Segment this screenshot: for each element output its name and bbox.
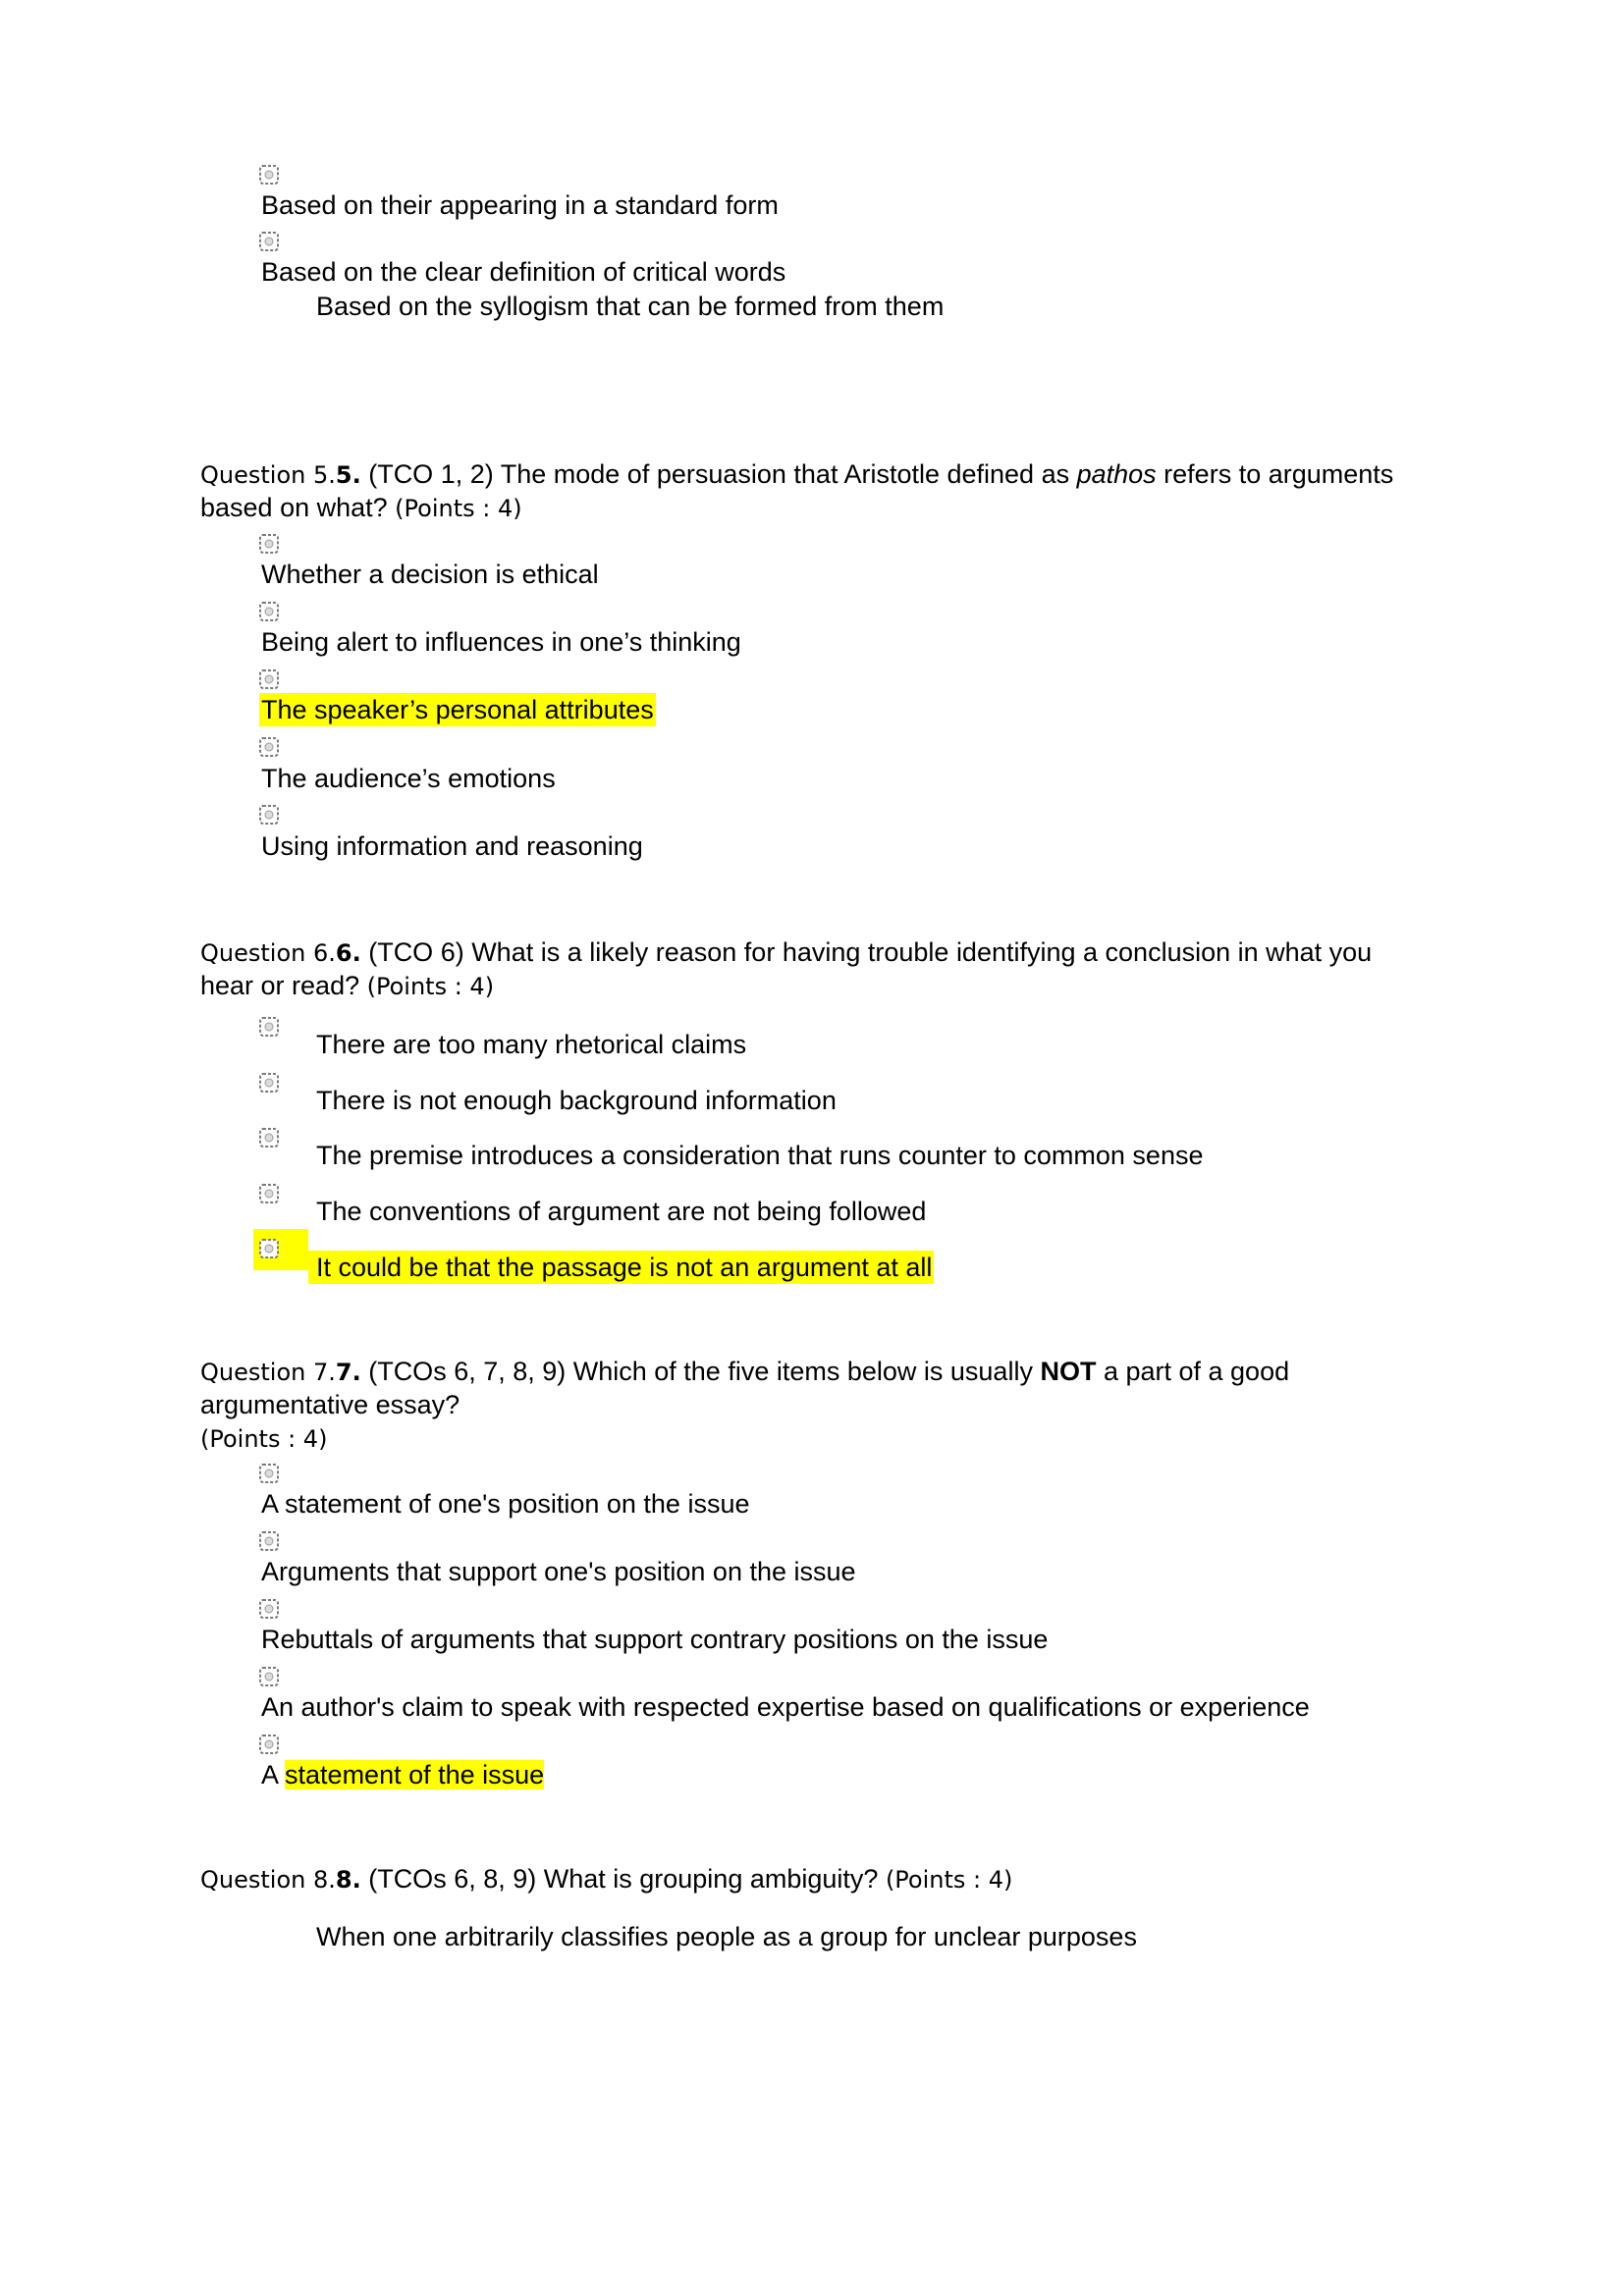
radio-icon[interactable] <box>257 1237 281 1260</box>
q6-option-4: The conventions of argument are not being followed <box>316 1197 927 1226</box>
q6-heading: Question 6.6. (TCO 6) What is a likely reason for having trouble identifying a conclusion in what you <box>200 937 1373 967</box>
radio-icon[interactable] <box>257 163 281 187</box>
q6-option-2: There is not enough background information <box>316 1086 837 1115</box>
q5-option-2: Being alert to influences in one’s thinking <box>261 627 741 657</box>
q7-option-5-highlight: statement of the issue <box>285 1760 545 1789</box>
radio-icon[interactable] <box>257 1597 281 1621</box>
q5-heading: Question 5.5. (TCO 1, 2) The mode of persuasion that Aristotle defined as pathos refers to arguments <box>200 459 1394 489</box>
q6-option-1: There are too many rhetorical claims <box>316 1030 747 1059</box>
q8-label: Question 8.8. <box>200 1866 361 1894</box>
radio-icon[interactable] <box>257 1071 281 1095</box>
q5-label: Question 5.5. <box>200 461 361 489</box>
radio-icon[interactable] <box>257 1665 281 1688</box>
q7-option-1: A statement of one's position on the issue <box>261 1489 750 1519</box>
radio-icon[interactable] <box>257 735 281 759</box>
q8-points: (Points : 4) <box>885 1866 1013 1894</box>
q5-heading-line2: based on what? (Points : 4) <box>200 493 522 522</box>
q8-heading: Question 8.8. (TCOs 6, 8, 9) What is grouping ambiguity? (Points : 4) <box>200 1864 1013 1894</box>
q5-option-4: The audience’s emotions <box>261 764 556 793</box>
radio-icon[interactable] <box>257 1015 281 1039</box>
q4-option-3: Based on the syllogism that can be formed from them <box>316 292 945 321</box>
radio-icon[interactable] <box>257 667 281 691</box>
q4-option-2: Based on the clear definition of critical words <box>261 257 786 287</box>
q7-points: (Points : 4) <box>200 1425 328 1453</box>
q6-heading-line2: hear or read? (Points : 4) <box>200 971 495 1000</box>
q5-option-3-highlighted: The speaker’s personal attributes <box>261 695 654 724</box>
radio-icon[interactable] <box>257 1182 281 1205</box>
q7-label: Question 7.7. <box>200 1359 361 1386</box>
radio-icon[interactable] <box>257 600 281 623</box>
radio-icon[interactable] <box>257 803 281 827</box>
q7-option-4: An author's claim to speak with respected expertise based on qualifications or experience <box>261 1692 1310 1722</box>
radio-icon[interactable] <box>257 532 281 556</box>
q5-points: (Points : 4) <box>395 495 522 522</box>
radio-icon[interactable] <box>257 1126 281 1149</box>
q8-option-1: When one arbitrarily classifies people as a group for unclear purposes <box>316 1922 1137 1951</box>
q7-option-3: Rebuttals of arguments that support contrary positions on the issue <box>261 1625 1049 1654</box>
q6-option-5-highlighted: It could be that the passage is not an argument at all <box>308 1251 934 1284</box>
q6-label: Question 6.6. <box>200 939 361 967</box>
radio-icon[interactable] <box>257 230 281 253</box>
q7-option-5: A statement of the issue <box>261 1760 545 1789</box>
q5-option-5: Using information and reasoning <box>261 831 643 861</box>
radio-icon[interactable] <box>257 1733 281 1756</box>
q5-option-1: Whether a decision is ethical <box>261 560 599 589</box>
q6-option-3: The premise introduces a consideration that runs counter to common sense <box>316 1141 1204 1170</box>
q7-heading-line2: argumentative essay? <box>200 1390 460 1419</box>
q7-option-2: Arguments that support one's position on the issue <box>261 1557 856 1586</box>
q4-option-1: Based on their appearing in a standard form <box>261 190 779 220</box>
q7-heading: Question 7.7. (TCOs 6, 7, 8, 9) Which of the five items below is usually NOT a part of a good <box>200 1357 1290 1386</box>
radio-icon[interactable] <box>257 1462 281 1485</box>
radio-icon[interactable] <box>257 1529 281 1553</box>
q6-points: (Points : 4) <box>366 973 495 1000</box>
